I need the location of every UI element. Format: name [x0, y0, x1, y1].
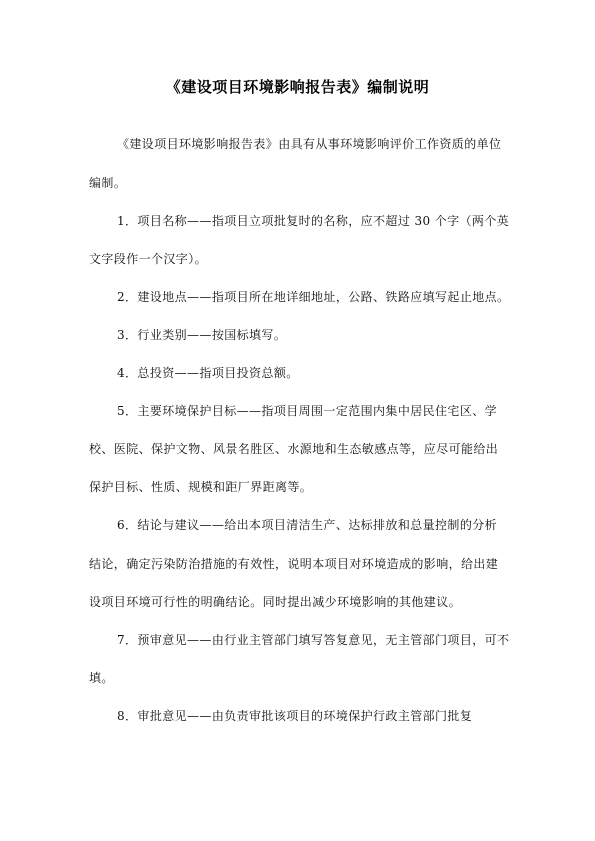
text-line: 填。: [89, 671, 114, 685]
text-line: 1．项目名称——指项目立项批复时的名称，应不超过 30 个字（两个英: [117, 214, 510, 228]
text-line: 8．审批意见——由负责审批该项目的环境保护行政主管部门批复: [117, 709, 473, 723]
text-line: 5．主要环境保护目标——指项目周围一定范围内集中居民住宅区、学: [117, 404, 498, 418]
text-line: 4．总投资——指项目投资总额。: [117, 366, 299, 380]
text-line: 结论，确定污染防治措施的有效性，说明本项目对环境造成的影响，给出建: [89, 557, 499, 571]
text-line: 保护目标、性质、规模和距厂界距离等。: [89, 480, 313, 494]
text-line: 3．行业类别——按国标填写。: [117, 328, 287, 342]
text-line: 校、医院、保护文物、风景名胜区、水源地和生态敏感点等，应尽可能给出: [89, 442, 499, 456]
text-line: 文字段作一个汉字）。: [89, 252, 208, 266]
document-title: 《建设项目环境影响报告表》编制说明: [165, 78, 430, 96]
text-line: 2．建设地点——指项目所在地详细地址，公路、铁路应填写起止地点。: [117, 290, 510, 304]
text-line: 设项目环境可行性的明确结论。同时提出减少环境影响的其他建议。: [89, 595, 462, 609]
text-line: 6．结论与建议——给出本项目清洁生产、达标排放和总量控制的分析: [117, 518, 498, 532]
text-line: 编制。: [89, 176, 127, 190]
text-line: 《建设项目环境影响报告表》由具有从事环境影响评价工作资质的单位: [117, 137, 502, 151]
text-line: 7．预审意见——由行业主管部门填写答复意见，无主管部门项目，可不: [117, 633, 510, 647]
